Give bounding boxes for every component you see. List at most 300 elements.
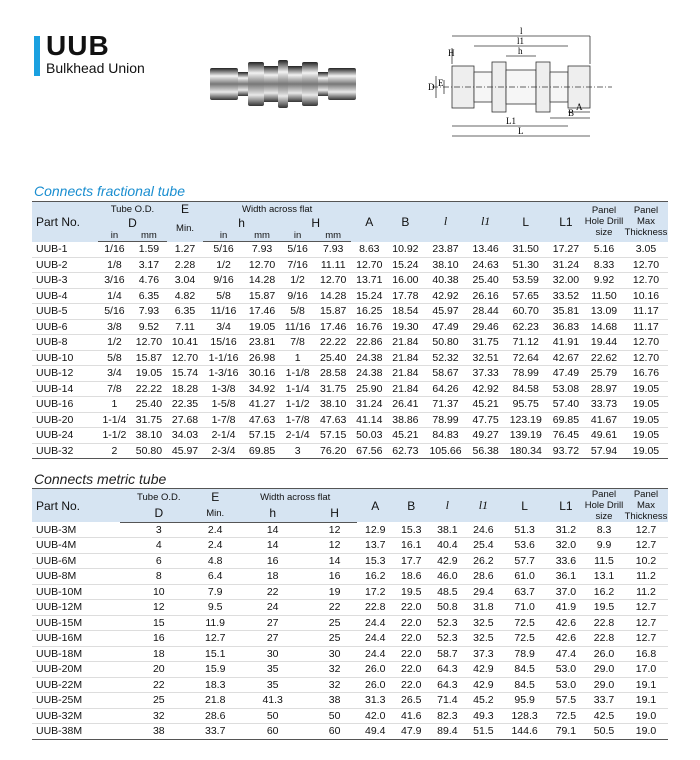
table-cell: 26.5 <box>393 693 429 709</box>
table-cell: 19.05 <box>624 397 668 413</box>
table-cell: 52.3 <box>429 631 465 647</box>
table-cell: 1/2 <box>203 257 244 273</box>
col-L1: L1 <box>548 202 584 242</box>
table-cell: 4.76 <box>131 273 167 289</box>
table-row <box>32 397 668 413</box>
table-cell: 19.05 <box>624 381 668 397</box>
table-cell: 63.7 <box>501 584 547 600</box>
table-cell: 1 <box>280 350 315 366</box>
table-cell: 34.92 <box>244 381 280 397</box>
table-cell: 38 <box>120 724 197 740</box>
table-row <box>32 273 668 289</box>
table-cell: 84.83 <box>423 428 467 444</box>
table-cell: 9.52 <box>131 319 167 335</box>
table-row <box>32 615 668 631</box>
fractional-table <box>32 201 668 459</box>
table-cell: 35.81 <box>548 304 584 320</box>
unit-in: in <box>203 230 244 242</box>
table-cell: 60.70 <box>504 304 548 320</box>
table-cell: 3.05 <box>624 242 668 258</box>
table-cell: 22.8 <box>584 631 624 647</box>
col-h: h <box>203 216 280 230</box>
table-cell: 21.84 <box>387 381 423 397</box>
table-cell: 62.23 <box>504 319 548 335</box>
table-cell: 25 <box>312 615 357 631</box>
col-E: E <box>197 489 233 506</box>
table-cell: 27 <box>233 631 312 647</box>
table-cell: 17.7 <box>393 553 429 569</box>
col-h: h <box>233 505 312 522</box>
table-cell: 45.97 <box>423 304 467 320</box>
table-cell: UUB-22M <box>32 677 120 693</box>
table-cell: 32 <box>120 708 197 724</box>
col-min: Min. <box>197 505 233 522</box>
table-cell: 52.3 <box>429 615 465 631</box>
table-cell: 9.9 <box>584 538 624 554</box>
table-cell: 82.3 <box>429 708 465 724</box>
table-cell: 7.11 <box>167 319 203 335</box>
table-cell: UUB-4 <box>32 288 98 304</box>
table-cell: 17.27 <box>548 242 584 258</box>
table-cell: 16 <box>312 569 357 585</box>
table-cell: 36.1 <box>548 569 584 585</box>
table-cell: 28.44 <box>468 304 504 320</box>
col-L1: L1 <box>548 489 584 523</box>
table-cell: 5/16 <box>203 242 244 258</box>
table-cell: 15.87 <box>131 350 167 366</box>
table-cell: 30 <box>233 646 312 662</box>
table-cell: 19.5 <box>584 600 624 616</box>
table-cell: UUB-12M <box>32 600 120 616</box>
table-row <box>32 600 668 616</box>
table-cell: 41.91 <box>548 335 584 351</box>
table-cell: 6.35 <box>167 304 203 320</box>
table-cell: 1-3/8 <box>203 381 244 397</box>
table-cell: 16.2 <box>584 584 624 600</box>
table-cell: 16 <box>233 553 312 569</box>
table-cell: 19.05 <box>624 412 668 428</box>
table-cell: 21.84 <box>387 335 423 351</box>
table-cell: 24.38 <box>351 350 387 366</box>
product-name: Bulkhead Union <box>46 60 145 76</box>
table-cell: 38.10 <box>423 257 467 273</box>
col-H: H <box>280 216 351 230</box>
table-cell: 47.63 <box>315 412 351 428</box>
table-cell: 69.85 <box>548 412 584 428</box>
table-cell: 79.1 <box>548 724 584 740</box>
table-cell: 50 <box>312 708 357 724</box>
label-A: A <box>576 102 583 112</box>
table-cell: 14 <box>312 553 357 569</box>
table-cell: 1-1/2 <box>280 397 315 413</box>
table-cell: 6.35 <box>131 288 167 304</box>
table-cell: 20 <box>120 662 197 678</box>
table-cell: 50 <box>233 708 312 724</box>
table-cell: 72.5 <box>501 615 547 631</box>
table-cell: 16.76 <box>351 319 387 335</box>
table-cell: 78.99 <box>504 366 548 382</box>
table-row <box>32 366 668 382</box>
col-D: D <box>120 505 197 522</box>
table-cell: 57.5 <box>548 693 584 709</box>
table-cell: 64.26 <box>423 381 467 397</box>
table-cell: 28.97 <box>584 381 624 397</box>
table-cell: 31.3 <box>357 693 393 709</box>
label-l: l <box>520 26 523 36</box>
table-cell: UUB-20 <box>32 412 98 428</box>
table-cell: UUB-6 <box>32 319 98 335</box>
table-cell: 58.7 <box>429 646 465 662</box>
table-cell: 31.24 <box>548 257 584 273</box>
table-row <box>32 538 668 554</box>
table-cell: 15.1 <box>197 646 233 662</box>
table-cell: 24.38 <box>351 366 387 382</box>
table-cell: 9/16 <box>203 273 244 289</box>
table-cell: 12.70 <box>624 257 668 273</box>
table-cell: 29.0 <box>584 662 624 678</box>
table-cell: UUB-3M <box>32 522 120 538</box>
table-row <box>32 428 668 444</box>
table-cell: 14 <box>233 538 312 554</box>
table-cell: UUB-12 <box>32 366 98 382</box>
col-tube-od: Tube O.D. <box>98 202 167 217</box>
table-cell: 22.0 <box>393 615 429 631</box>
label-B: B <box>568 108 575 118</box>
table-cell: 25.40 <box>131 397 167 413</box>
table-cell: 1-1/8 <box>280 366 315 382</box>
table-cell: 45.97 <box>167 443 203 459</box>
table-row <box>32 257 668 273</box>
table-cell: 24.4 <box>357 631 393 647</box>
product-code: UUB <box>46 30 110 61</box>
table-cell: 15 <box>120 615 197 631</box>
table-cell: 18.54 <box>387 304 423 320</box>
table-cell: 72.5 <box>501 631 547 647</box>
col-B: B <box>387 202 423 242</box>
table-cell: 40.4 <box>429 538 465 554</box>
table-cell: 180.34 <box>504 443 548 459</box>
table-cell: 15.87 <box>315 304 351 320</box>
table-cell: 12.70 <box>244 257 280 273</box>
table-cell: 42.67 <box>548 350 584 366</box>
table-cell: 62.73 <box>387 443 423 459</box>
table-cell: 7.93 <box>315 242 351 258</box>
table-cell: 144.6 <box>501 724 547 740</box>
table-row <box>32 584 668 600</box>
table-cell: 32.5 <box>465 631 501 647</box>
table-cell: UUB-24 <box>32 428 98 444</box>
col-hole: Panel Hole Drill size <box>584 489 624 522</box>
table-cell: 42.92 <box>423 288 467 304</box>
table-cell: 1-3/16 <box>203 366 244 382</box>
col-D: D <box>98 216 167 230</box>
table-cell: UUB-20M <box>32 662 120 678</box>
table-cell: 27.68 <box>167 412 203 428</box>
table-cell: 25.40 <box>315 350 351 366</box>
table-cell: 42.5 <box>584 708 624 724</box>
table-cell: 48.5 <box>429 584 465 600</box>
label-E: E <box>438 78 444 88</box>
table-cell: 42.92 <box>468 381 504 397</box>
table-cell: UUB-8 <box>32 335 98 351</box>
table-cell: 1-1/16 <box>203 350 244 366</box>
table-cell: 25 <box>312 631 357 647</box>
table-cell: 47.63 <box>244 412 280 428</box>
table-cell: 53.59 <box>504 273 548 289</box>
table-cell: UUB-16 <box>32 397 98 413</box>
table-cell: 13.1 <box>584 569 624 585</box>
label-H: H <box>448 48 455 58</box>
table-cell: 15.74 <box>167 366 203 382</box>
table-cell: 41.67 <box>584 412 624 428</box>
table-cell: UUB-5 <box>32 304 98 320</box>
table-cell: 13.09 <box>584 304 624 320</box>
table-cell: 45.21 <box>468 397 504 413</box>
fractional-table-body <box>32 242 668 459</box>
table-cell: 28.58 <box>315 366 351 382</box>
table-cell: 40.38 <box>423 273 467 289</box>
table-cell: 76.20 <box>315 443 351 459</box>
table-row <box>32 522 668 538</box>
table-cell: 19.0 <box>624 724 668 740</box>
table-cell: 32.0 <box>548 538 584 554</box>
table-cell: UUB-6M <box>32 553 120 569</box>
table-cell: 25.79 <box>584 366 624 382</box>
table-cell: 42.6 <box>548 615 584 631</box>
table-cell: 23.81 <box>244 335 280 351</box>
table-cell: 32.00 <box>548 273 584 289</box>
table-cell: 11.2 <box>624 569 668 585</box>
table-cell: 71.4 <box>429 693 465 709</box>
table-cell: 17.0 <box>624 662 668 678</box>
table-cell: 3/4 <box>98 366 131 382</box>
col-part-no: Part No. <box>32 489 120 523</box>
dimension-drawing <box>422 26 622 156</box>
table-cell: 60 <box>233 724 312 740</box>
table-cell: 32.5 <box>465 615 501 631</box>
table-cell: UUB-10 <box>32 350 98 366</box>
table-cell: 25.90 <box>351 381 387 397</box>
table-cell: 37.0 <box>548 584 584 600</box>
table-cell: 29.46 <box>468 319 504 335</box>
table-cell: 11.9 <box>197 615 233 631</box>
table-cell: 47.49 <box>548 366 584 382</box>
table-cell: 1/2 <box>98 335 131 351</box>
table-cell: 51.30 <box>504 257 548 273</box>
col-part-no: Part No. <box>32 202 98 242</box>
table-cell: 22.22 <box>315 335 351 351</box>
table-cell: 8 <box>120 569 197 585</box>
table-cell: 32 <box>312 662 357 678</box>
table-cell: UUB-14 <box>32 381 98 397</box>
table-cell: 42.0 <box>357 708 393 724</box>
table-cell: 51.5 <box>465 724 501 740</box>
table-cell: 14.28 <box>315 288 351 304</box>
table-cell: 3 <box>280 443 315 459</box>
label-L: L <box>518 126 524 136</box>
table-cell: 6.4 <box>197 569 233 585</box>
table-cell: 1-7/8 <box>203 412 244 428</box>
table-cell: 71.12 <box>504 335 548 351</box>
table-row <box>32 350 668 366</box>
table-cell: 49.27 <box>468 428 504 444</box>
table-cell: 12.70 <box>351 257 387 273</box>
table-cell: 22 <box>312 600 357 616</box>
table-row <box>32 381 668 397</box>
table-cell: 12.70 <box>315 273 351 289</box>
table-cell: UUB-8M <box>32 569 120 585</box>
table-cell: 8.63 <box>351 242 387 258</box>
table-cell: 84.5 <box>501 677 547 693</box>
table-cell: 139.19 <box>504 428 548 444</box>
table-row <box>32 412 668 428</box>
table-cell: 1/16 <box>98 242 131 258</box>
table-cell: 24 <box>233 600 312 616</box>
table-cell: 22.22 <box>131 381 167 397</box>
table-cell: 22.8 <box>584 615 624 631</box>
table-cell: 2-1/4 <box>280 428 315 444</box>
col-hole: Panel Hole Drill size <box>584 202 624 242</box>
table-cell: UUB-32 <box>32 443 98 459</box>
table-cell: 57.65 <box>504 288 548 304</box>
table-cell: 4 <box>120 538 197 554</box>
table-row <box>32 693 668 709</box>
table-cell: 123.19 <box>504 412 548 428</box>
table-cell: 17.2 <box>357 584 393 600</box>
table-cell: 12.7 <box>197 631 233 647</box>
table-cell: 47.49 <box>423 319 467 335</box>
table-row <box>32 631 668 647</box>
table-cell: 11.2 <box>624 584 668 600</box>
table-cell: 22 <box>233 584 312 600</box>
table-cell: 15.87 <box>244 288 280 304</box>
table-row <box>32 569 668 585</box>
table-cell: 7/16 <box>280 257 315 273</box>
col-max: Panel Max Thickness <box>624 202 668 242</box>
unit-mm: mm <box>244 230 280 242</box>
table-cell: 105.66 <box>423 443 467 459</box>
table-cell: 38 <box>312 693 357 709</box>
table-cell: 1-1/4 <box>98 412 131 428</box>
table-cell: 26.2 <box>465 553 501 569</box>
col-L: L <box>501 489 547 523</box>
table-cell: 11.17 <box>624 319 668 335</box>
table-cell: 18 <box>120 646 197 662</box>
col-l: l <box>429 489 465 523</box>
table-cell: 41.3 <box>233 693 312 709</box>
col-waf: Width across flat <box>233 489 357 506</box>
table-cell: 29.4 <box>465 584 501 600</box>
table-cell: 38.10 <box>315 397 351 413</box>
table-cell: 32 <box>312 677 357 693</box>
table-cell: 60 <box>312 724 357 740</box>
table-cell: 5.16 <box>584 242 624 258</box>
table-cell: 22.35 <box>167 397 203 413</box>
table-cell: 12 <box>312 538 357 554</box>
table-cell: 3/4 <box>203 319 244 335</box>
table-cell: 67.56 <box>351 443 387 459</box>
table-cell: 47.75 <box>468 412 504 428</box>
table-cell: 12 <box>120 600 197 616</box>
table-cell: 5/16 <box>280 242 315 258</box>
table-cell: 29.0 <box>584 677 624 693</box>
table-cell: 30 <box>312 646 357 662</box>
table-cell: 2-1/4 <box>203 428 244 444</box>
table-cell: 16.2 <box>357 569 393 585</box>
table-cell: 57.15 <box>315 428 351 444</box>
table-cell: 35 <box>233 662 312 678</box>
table-cell: UUB-18M <box>32 646 120 662</box>
table-row <box>32 443 668 459</box>
table-cell: 1-1/4 <box>280 381 315 397</box>
table-cell: 7/8 <box>98 381 131 397</box>
table-cell: 53.6 <box>501 538 547 554</box>
table-cell: 45.2 <box>465 693 501 709</box>
table-cell: 22.0 <box>393 631 429 647</box>
table-cell: 19.0 <box>624 708 668 724</box>
table-row <box>32 553 668 569</box>
table-cell: 28.6 <box>465 569 501 585</box>
table-cell: 3.04 <box>167 273 203 289</box>
table-cell: 1/4 <box>98 288 131 304</box>
table-cell: 38.10 <box>131 428 167 444</box>
table-cell: 72.64 <box>504 350 548 366</box>
table-cell: 18.6 <box>393 569 429 585</box>
table-cell: 22.0 <box>393 600 429 616</box>
table-cell: 9.92 <box>584 273 624 289</box>
table-cell: 78.9 <box>501 646 547 662</box>
table-cell: 50.8 <box>429 600 465 616</box>
table-cell: 7.9 <box>197 584 233 600</box>
table-cell: 12.7 <box>624 631 668 647</box>
col-l1: l1 <box>468 202 504 242</box>
table-cell: 42.9 <box>465 677 501 693</box>
table-cell: 12.7 <box>624 600 668 616</box>
table-cell: 64.3 <box>429 662 465 678</box>
table-cell: 12 <box>312 522 357 538</box>
table-cell: 4.82 <box>167 288 203 304</box>
table-cell: 12.70 <box>131 335 167 351</box>
table-cell: 51.3 <box>501 522 547 538</box>
table-cell: 4.8 <box>197 553 233 569</box>
metric-table <box>32 488 668 740</box>
table-cell: 34.03 <box>167 428 203 444</box>
table-cell: 26.0 <box>357 677 393 693</box>
unit-in: in <box>98 230 131 242</box>
table-cell: 26.41 <box>387 397 423 413</box>
table-cell: 19.05 <box>131 366 167 382</box>
table-cell: 84.58 <box>504 381 548 397</box>
table-cell: 11/16 <box>280 319 315 335</box>
table-cell: 69.85 <box>244 443 280 459</box>
table-cell: 12.7 <box>624 615 668 631</box>
table-cell: 15.24 <box>351 288 387 304</box>
table-cell: 71.0 <box>501 600 547 616</box>
table-cell: 6 <box>120 553 197 569</box>
table-cell: 19.05 <box>624 443 668 459</box>
table-cell: 36.83 <box>548 319 584 335</box>
table-cell: 52.32 <box>423 350 467 366</box>
table-cell: 8.3 <box>584 522 624 538</box>
table-cell: 1/8 <box>98 257 131 273</box>
table-cell: 26.98 <box>244 350 280 366</box>
table-cell: UUB-32M <box>32 708 120 724</box>
table-cell: 1/2 <box>280 273 315 289</box>
metric-section-title: Connects metric tube <box>34 471 167 487</box>
table-cell: UUB-25M <box>32 693 120 709</box>
unit-mm: mm <box>131 230 167 242</box>
table-cell: 3/8 <box>98 319 131 335</box>
